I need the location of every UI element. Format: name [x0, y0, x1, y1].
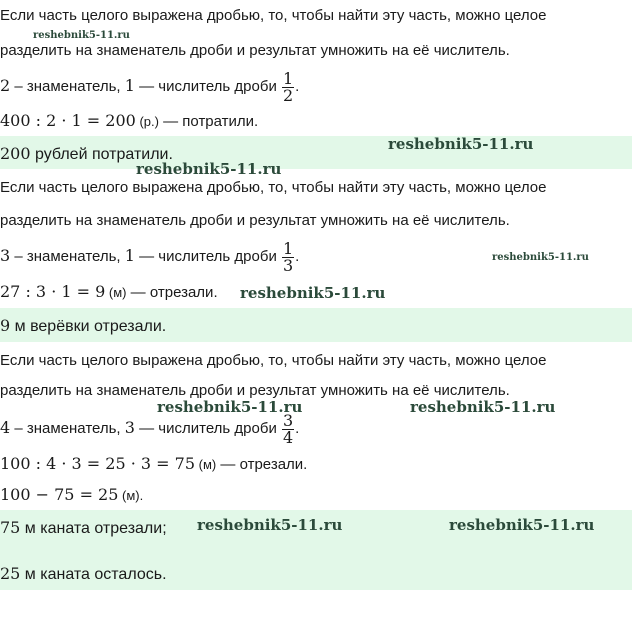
- calculation-text: — отрезали.: [126, 284, 218, 301]
- answer-value: 9: [0, 316, 11, 335]
- numerator-value: 3: [124, 418, 135, 437]
- calculation-expression: 27 : 3 · 1 = 9: [0, 282, 106, 301]
- denominator-label: – знаменатель,: [10, 78, 125, 95]
- fraction-denominator: 2: [282, 85, 294, 105]
- answer-text: м верёвки отрезали.: [10, 318, 167, 335]
- calculation-expression: 400 : 2 · 1 = 200: [0, 111, 136, 130]
- rule-text-line2: разделить на знаменатель дроби и результат умножить на её числитель.: [0, 42, 510, 59]
- fraction-numerator: 1: [282, 68, 294, 88]
- watermark: reshebnik5-11.ru: [33, 30, 130, 41]
- answer-value: 75: [0, 518, 21, 537]
- watermark: reshebnik5-11.ru: [449, 516, 595, 534]
- rule-text-line1: Если часть целого выражена дробью, то, чтобы найти эту часть, можно целое: [0, 7, 547, 24]
- fraction-denominator: 4: [282, 427, 294, 447]
- answer-value: 25: [0, 564, 21, 583]
- numerator-value: 1: [124, 246, 135, 265]
- watermark: reshebnik5-11.ru: [197, 516, 343, 534]
- rule-text-line2: разделить на знаменатель дроби и результат умножить на её числитель.: [0, 212, 510, 229]
- watermark: reshebnik5-11.ru: [240, 284, 386, 302]
- answer-line-2: [0, 564, 167, 585]
- fraction-description: 4 – знаменатель, 3 — числитель дроби $\frac{3}{4}$ .: [0, 410, 300, 447]
- answer-text: м каната отрезали;: [20, 520, 167, 537]
- calculation-line-1: [0, 454, 307, 475]
- answer-line: [0, 316, 166, 337]
- fraction-denominator: 3: [282, 255, 294, 275]
- calculation-unit: (м): [105, 285, 127, 300]
- denominator-value: 2: [0, 76, 11, 95]
- calculation-expression: 100 : 4 · 3 = 25 · 3 = 75: [0, 454, 196, 473]
- watermark: reshebnik5-11.ru: [492, 252, 589, 263]
- fraction-numerator: 3: [282, 410, 294, 430]
- calculation-unit: (м).: [118, 488, 144, 503]
- numerator-label: — числитель дроби: [134, 420, 281, 437]
- calculation-expression: 100 − 75 = 25: [0, 485, 119, 504]
- numerator-value: 1: [124, 76, 135, 95]
- watermark: reshebnik5-11.ru: [157, 398, 303, 416]
- fraction-description: 2 – знаменатель, 1 — числитель дроби $\frac{1}{2}$ .: [0, 68, 300, 105]
- calculation-unit: (р.): [135, 114, 159, 129]
- rule-text-line1: Если часть целого выражена дробью, то, чтобы найти эту часть, можно целое: [0, 352, 547, 369]
- calculation-line: [0, 111, 258, 132]
- answer-text: м каната осталось.: [20, 566, 167, 583]
- answer-text: рублей потратили.: [30, 146, 173, 163]
- watermark: reshebnik5-11.ru: [410, 398, 556, 416]
- watermark: reshebnik5-11.ru: [136, 160, 282, 178]
- answer-value: 200: [0, 144, 31, 163]
- denominator-label: – знаменатель,: [10, 248, 125, 265]
- calculation-text: — отрезали.: [216, 456, 308, 473]
- calculation-unit: (м): [195, 457, 217, 472]
- answer-line-1: [0, 518, 167, 539]
- denominator-label: – знаменатель,: [10, 420, 125, 437]
- calculation-line: [0, 282, 218, 303]
- numerator-label: — числитель дроби: [134, 78, 281, 95]
- fraction: [282, 68, 294, 105]
- watermark: reshebnik5-11.ru: [388, 135, 534, 153]
- denominator-value: 4: [0, 418, 11, 437]
- fraction: [282, 238, 294, 275]
- numerator-label: — числитель дроби: [134, 248, 281, 265]
- calculation-line-2: [0, 485, 143, 506]
- denominator-value: 3: [0, 246, 11, 265]
- fraction-description: 3 – знаменатель, 1 — числитель дроби $\frac{1}{3}$ .: [0, 238, 300, 275]
- calculation-text: — потратили.: [158, 113, 259, 130]
- rule-text-line2: разделить на знаменатель дроби и результат умножить на её числитель.: [0, 382, 510, 399]
- rule-text-line1: Если часть целого выражена дробью, то, чтобы найти эту часть, можно целое: [0, 179, 547, 196]
- fraction: [282, 410, 294, 447]
- fraction-numerator: 1: [282, 238, 294, 258]
